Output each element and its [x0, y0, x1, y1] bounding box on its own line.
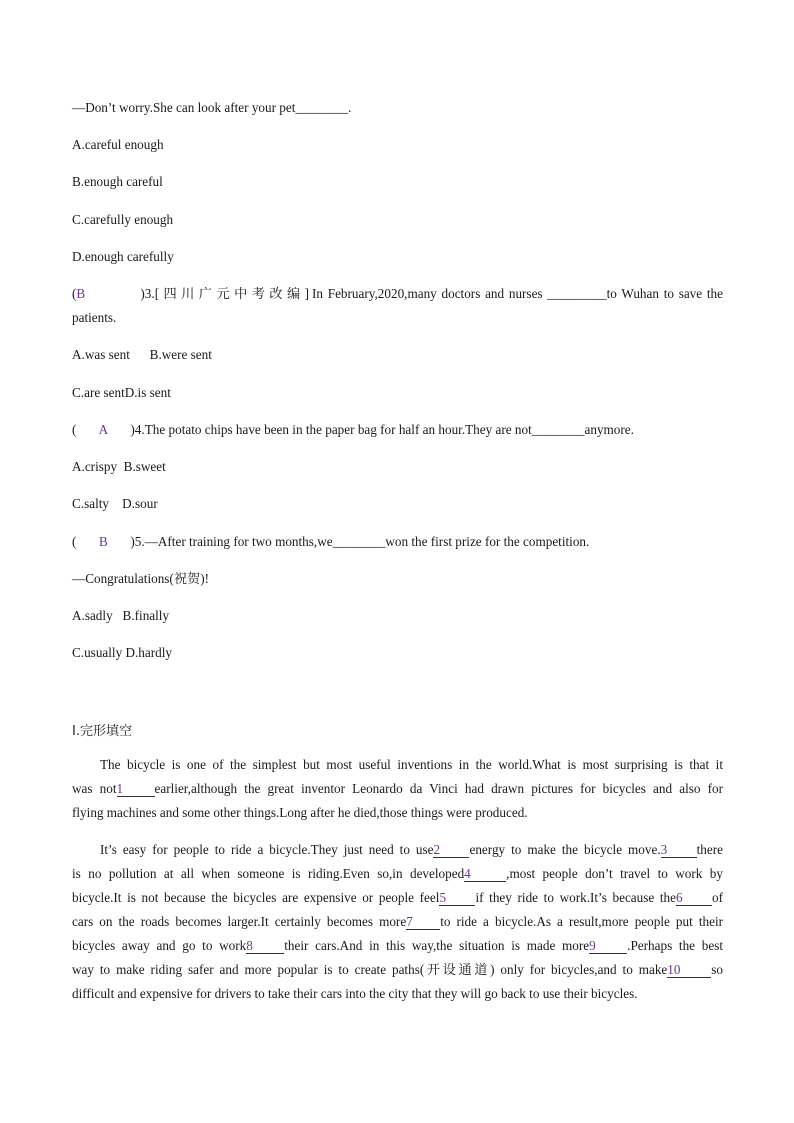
- q5-paren-open: (: [72, 534, 77, 549]
- passage-p1-text-a: The bicycle is one of the simplest but most useful inventions in the world.What is most surprising is that it: [100, 757, 723, 772]
- passage-text: way to make riding safer and more popular is to create paths(开设通道) only for bicycles,and to make: [72, 962, 668, 977]
- blank-9: 9: [589, 939, 627, 954]
- q5-answer: B: [99, 534, 108, 549]
- q3-answer: B: [76, 286, 86, 301]
- passage-p2-line2: [72, 866, 723, 882]
- q3-options-line2: C.are sentD.is sent: [72, 385, 171, 400]
- passage-text: there: [696, 842, 723, 857]
- q2-option-b: B.enough careful: [72, 174, 163, 189]
- q3-number: )3.: [140, 286, 155, 301]
- blank-2: 2: [433, 843, 469, 858]
- blank-1: 1: [117, 782, 155, 797]
- passage-text: their cars.And in this way,the situation is made more: [284, 938, 590, 953]
- q4-number: )4.: [130, 422, 145, 437]
- q4-paren-open: (: [72, 422, 77, 437]
- section-heading: Ⅰ.完形填空: [72, 724, 132, 739]
- q2-option-d: D.enough carefully: [72, 249, 174, 264]
- passage-p1-line1: [72, 757, 723, 773]
- blank-8: 8: [246, 939, 284, 954]
- passage-text: cars on the roads becomes larger.It certainly becomes more: [72, 914, 407, 929]
- q5-number: )5.: [130, 534, 145, 549]
- q3-stem-line: [72, 286, 723, 302]
- passage-text: to ride a bicycle.As a result,more people put their: [440, 914, 723, 929]
- q5-reply: —Congratulations(祝贺)!: [72, 571, 209, 586]
- q5-options-line2: C.usually D.hardly: [72, 645, 172, 660]
- passage-p2-line3: [72, 890, 723, 906]
- q2-option-c: C.carefully enough: [72, 212, 174, 227]
- passage-text: so: [711, 962, 723, 977]
- q5-options-line1: A.sadly B.finally: [72, 608, 170, 623]
- q4-options-line1: A.crispy B.sweet: [72, 459, 166, 474]
- q4-answer: A: [98, 422, 109, 437]
- passage-p2-line1: [72, 842, 723, 858]
- q3-source: [四川广元中考改编]: [154, 286, 313, 301]
- passage-text: bicycles away and go to work: [72, 938, 247, 953]
- q3-stem-text: In February,2020,many doctors and nurses _________to Wuhan to save the: [312, 286, 723, 301]
- passage-text: was not: [72, 781, 117, 796]
- blank-6: 6: [676, 891, 712, 906]
- passage-text: is no pollution at all when someone is riding.Even so,in developed: [72, 866, 465, 881]
- passage-text: earlier,although the great inventor Leonardo da Vinci had drawn pictures for bicycles and also for: [154, 781, 723, 796]
- q5-stem-text: —After training for two months,we________won the first prize for the competition.: [144, 534, 590, 549]
- q2-option-a: A.careful enough: [72, 137, 164, 152]
- passage-p1-line2: [72, 781, 723, 797]
- passage-text: ,most people don’t travel to work by: [506, 866, 723, 881]
- passage-p2-line5: [72, 938, 723, 954]
- q5-stem-line: [72, 534, 589, 550]
- q2-stem: —Don’t worry.She can look after your pet________.: [72, 100, 352, 115]
- blank-4: 4: [464, 867, 506, 882]
- passage-text: if they ride to work.It’s because the: [475, 890, 676, 905]
- q3-options-line1: A.was sent B.were sent: [72, 347, 212, 362]
- blank-3: 3: [661, 843, 697, 858]
- passage-text: of: [712, 890, 723, 905]
- q3-stem-continued: patients.: [72, 310, 117, 325]
- passage-text: It’s easy for people to ride a bicycle.They just need to use: [100, 842, 434, 857]
- blank-10: 10: [667, 963, 711, 978]
- q4-options-line2: C.salty D.sour: [72, 496, 158, 511]
- passage-text: energy to make the bicycle move.: [469, 842, 661, 857]
- passage-p2-line4: [72, 914, 723, 930]
- passage-text: bicycle.It is not because the bicycles are expensive or people feel: [72, 890, 440, 905]
- passage-p1-line3: flying machines and some other things.Long after he died,those things were produced.: [72, 805, 528, 820]
- q4-stem-line: [72, 422, 634, 438]
- blank-7: 7: [406, 915, 440, 930]
- passage-p2-line6: [72, 962, 723, 978]
- passage-text: .Perhaps the best: [627, 938, 724, 953]
- q4-stem-text: The potato chips have been in the paper bag for half an hour.They are not________anymore.: [144, 422, 634, 437]
- passage-p2-line7: difficult and expensive for drivers to take their cars into the city that they will go back to use their bicycles.: [72, 986, 638, 1001]
- q3-paren-open: (: [72, 286, 77, 301]
- blank-5: 5: [439, 891, 475, 906]
